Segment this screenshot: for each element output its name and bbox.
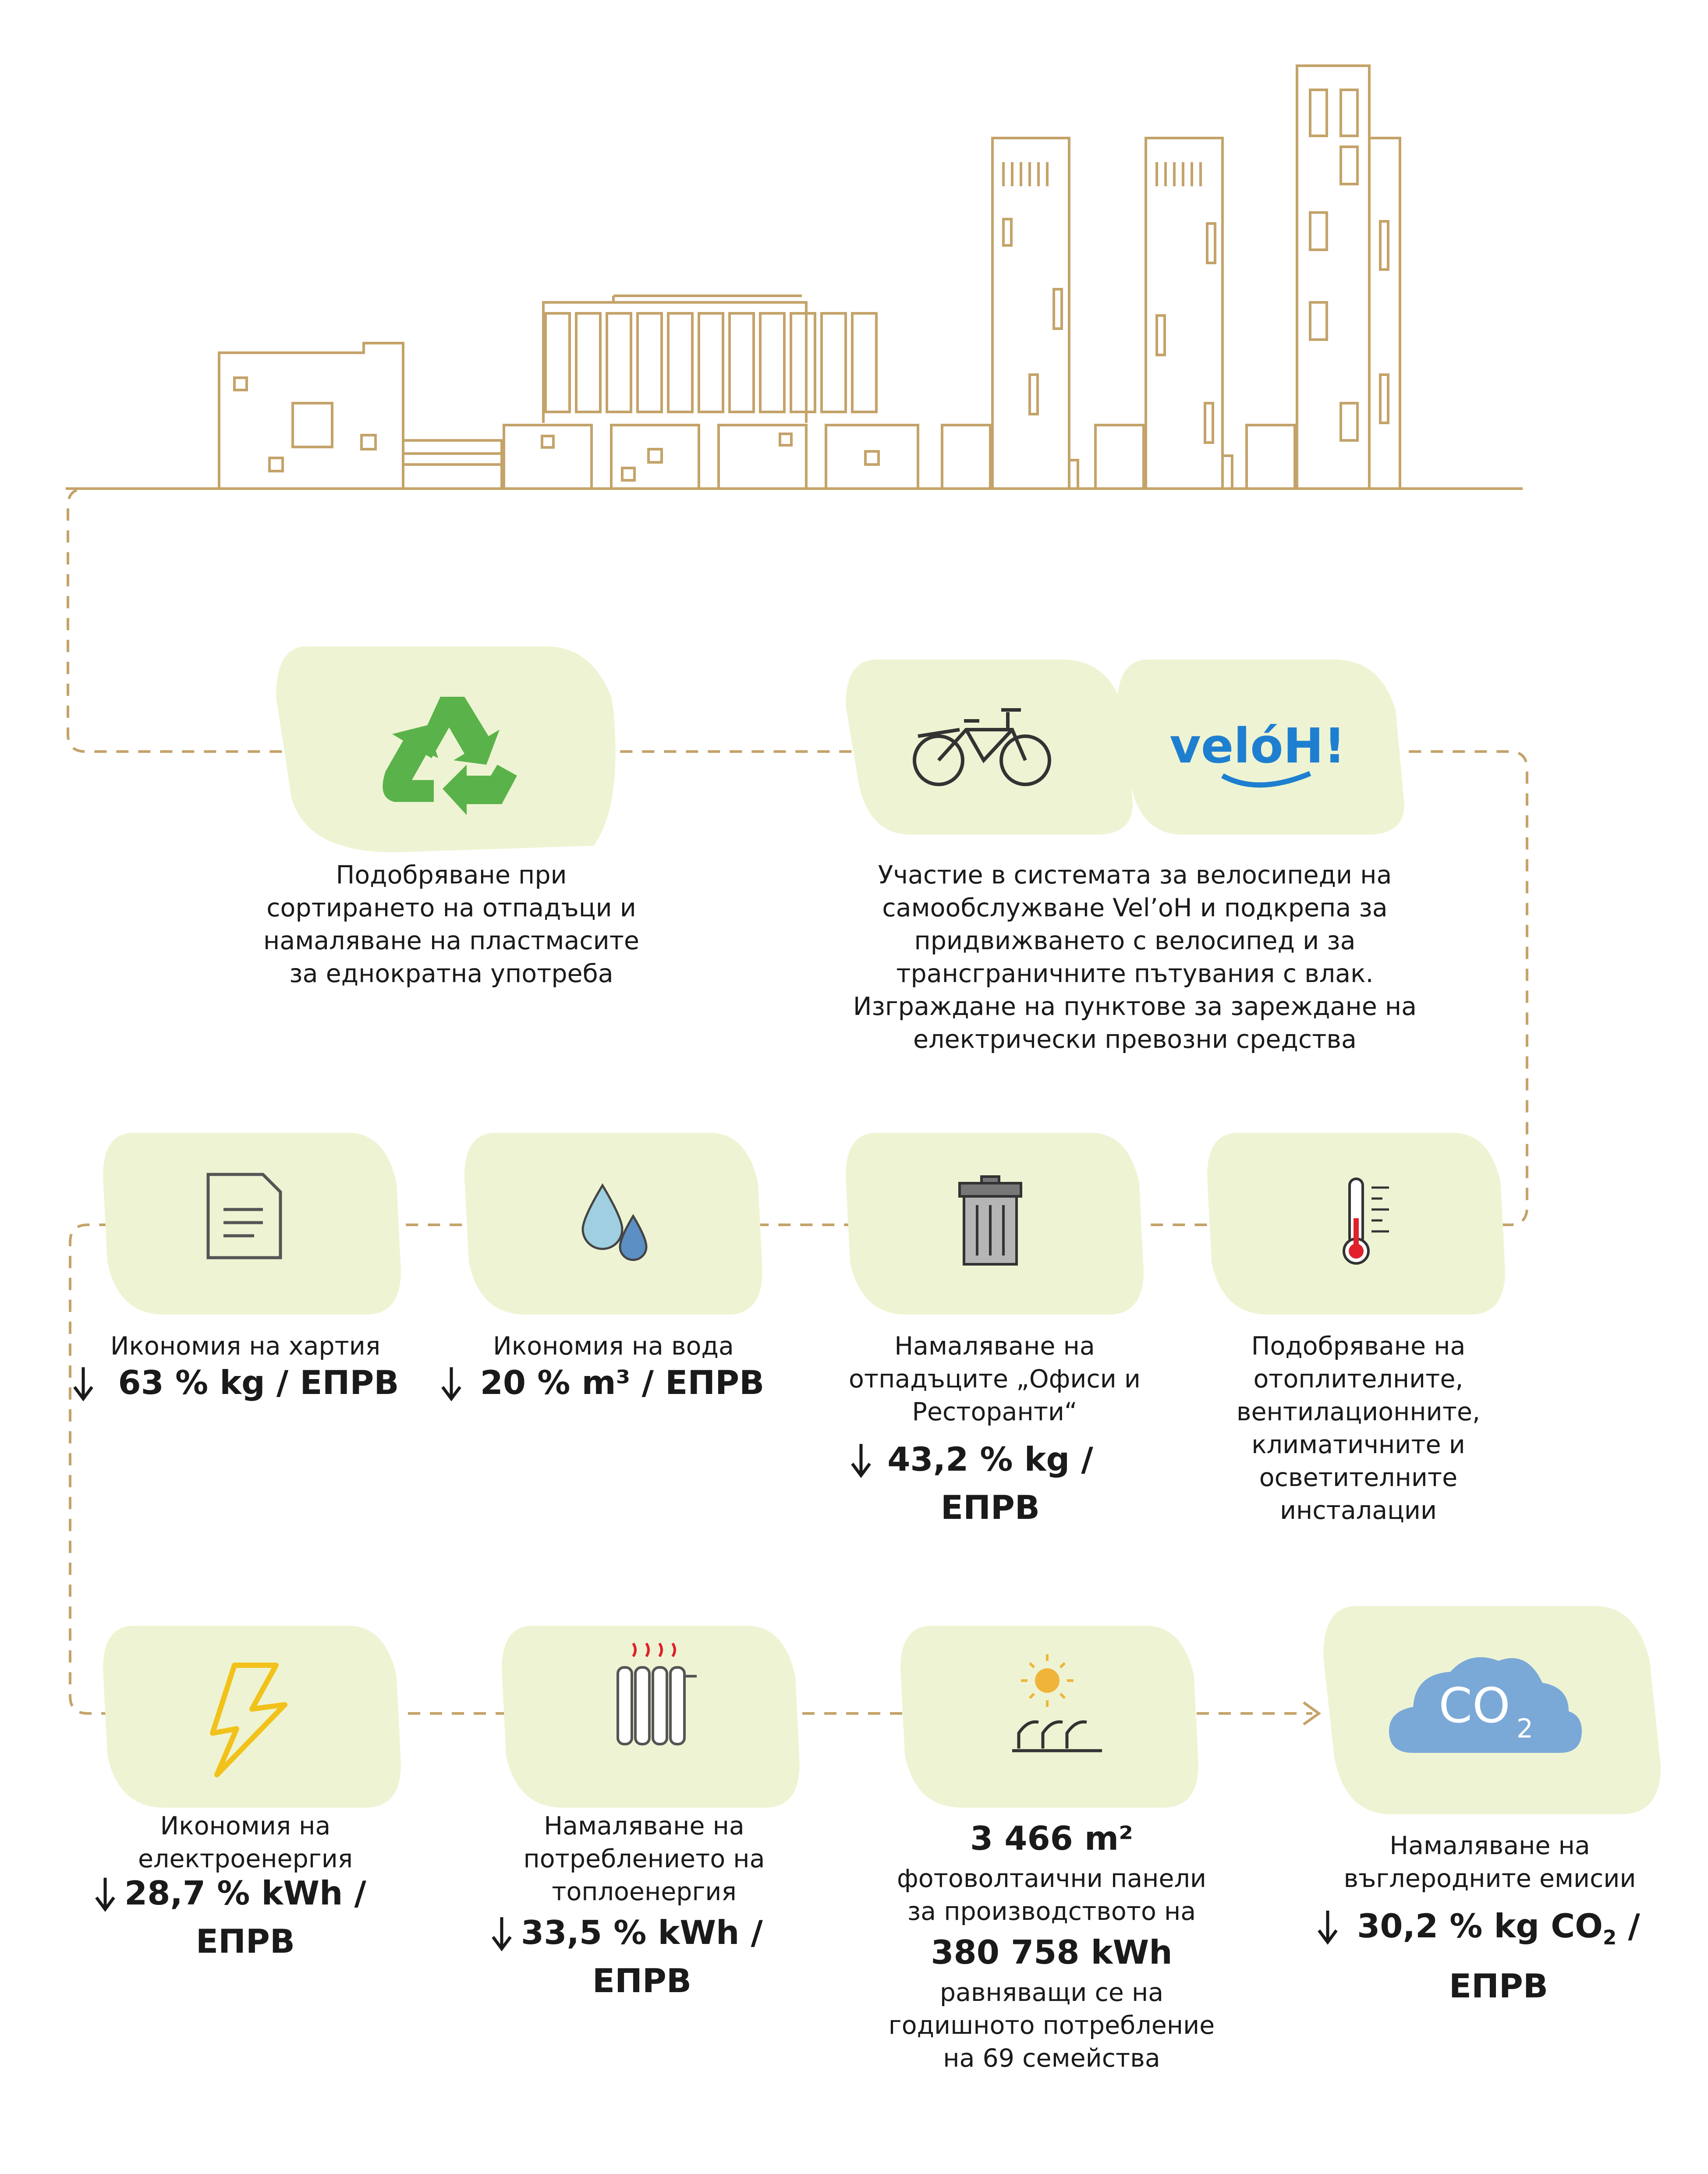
waste-caption: Намаляване на отпадъците „Офиси и Ресторанти“	[849, 1332, 1141, 1426]
down-arrow-icon	[96, 1878, 114, 1909]
solar-energy-stat: 380 758 kWh	[931, 1933, 1173, 1972]
card-blob-solar	[900, 1626, 1198, 1808]
down-arrow-icon	[443, 1367, 460, 1399]
waste-stat: 43,2 % kg / ЕПРВ	[887, 1440, 1093, 1527]
water-stat: 20 % m³ / ЕПРВ	[480, 1363, 765, 1402]
paper-stat: 63 % kg / ЕПРВ	[118, 1363, 399, 1402]
card-blob-bicycle	[846, 660, 1133, 835]
hvac-caption: Подобряване на отоплителните, вентилационните, климатичните и осветителните инсталации	[1236, 1332, 1481, 1525]
co2-cloud-label: CO	[1439, 1677, 1510, 1734]
electricity-stat: 28,7 % kWh / ЕПРВ	[124, 1874, 366, 1961]
recycling-caption: Подобряване при сортирането на отпадъци и намаляване на пластмасите за еднократна употреба	[263, 861, 639, 988]
down-arrow-icon	[74, 1367, 92, 1399]
card-backgrounds	[103, 646, 1661, 1814]
heating-stat: 33,5 % kWh / ЕПРВ	[521, 1913, 763, 2000]
solar-caption: 3 466 m² фотоволтаични панели за производството на 380 758 kWh равняващи се на годишното потребление на 69 семейства	[859, 1814, 1244, 2075]
co2-stat: 30,2 % kg $CO_2$ / ЕПРВ	[1357, 1907, 1640, 2005]
veloh-logo: velóH!	[1169, 718, 1346, 774]
solar-area-stat: 3 466 m²	[970, 1819, 1133, 1858]
paper-caption: Икономия на хартия	[110, 1332, 381, 1361]
card-blob-recycling	[276, 646, 616, 852]
down-arrow-icon	[493, 1917, 510, 1949]
heating-caption: Намаляване на потреблението на топлоенергия	[523, 1812, 765, 1906]
electricity-caption: Икономия на електроенергия	[138, 1812, 353, 1873]
city-skyline	[66, 66, 1523, 489]
bike-caption: Участие в системата за велосипеди на самообслужване Vel’oH и подкрепа за придвижването с велосипед и за трансграничните пътувания с влак. Изграждане на пунктове за зареждане на електрически превозни средства	[853, 861, 1417, 1054]
co2-caption: Намаляване на въглеродните емисии	[1343, 1831, 1636, 1893]
co2-cloud-subscript: 2	[1516, 1713, 1534, 1744]
card-blob-electricity	[103, 1626, 401, 1808]
trash-bin-icon	[960, 1177, 1021, 1264]
water-caption: Икономия на вода	[493, 1332, 734, 1361]
